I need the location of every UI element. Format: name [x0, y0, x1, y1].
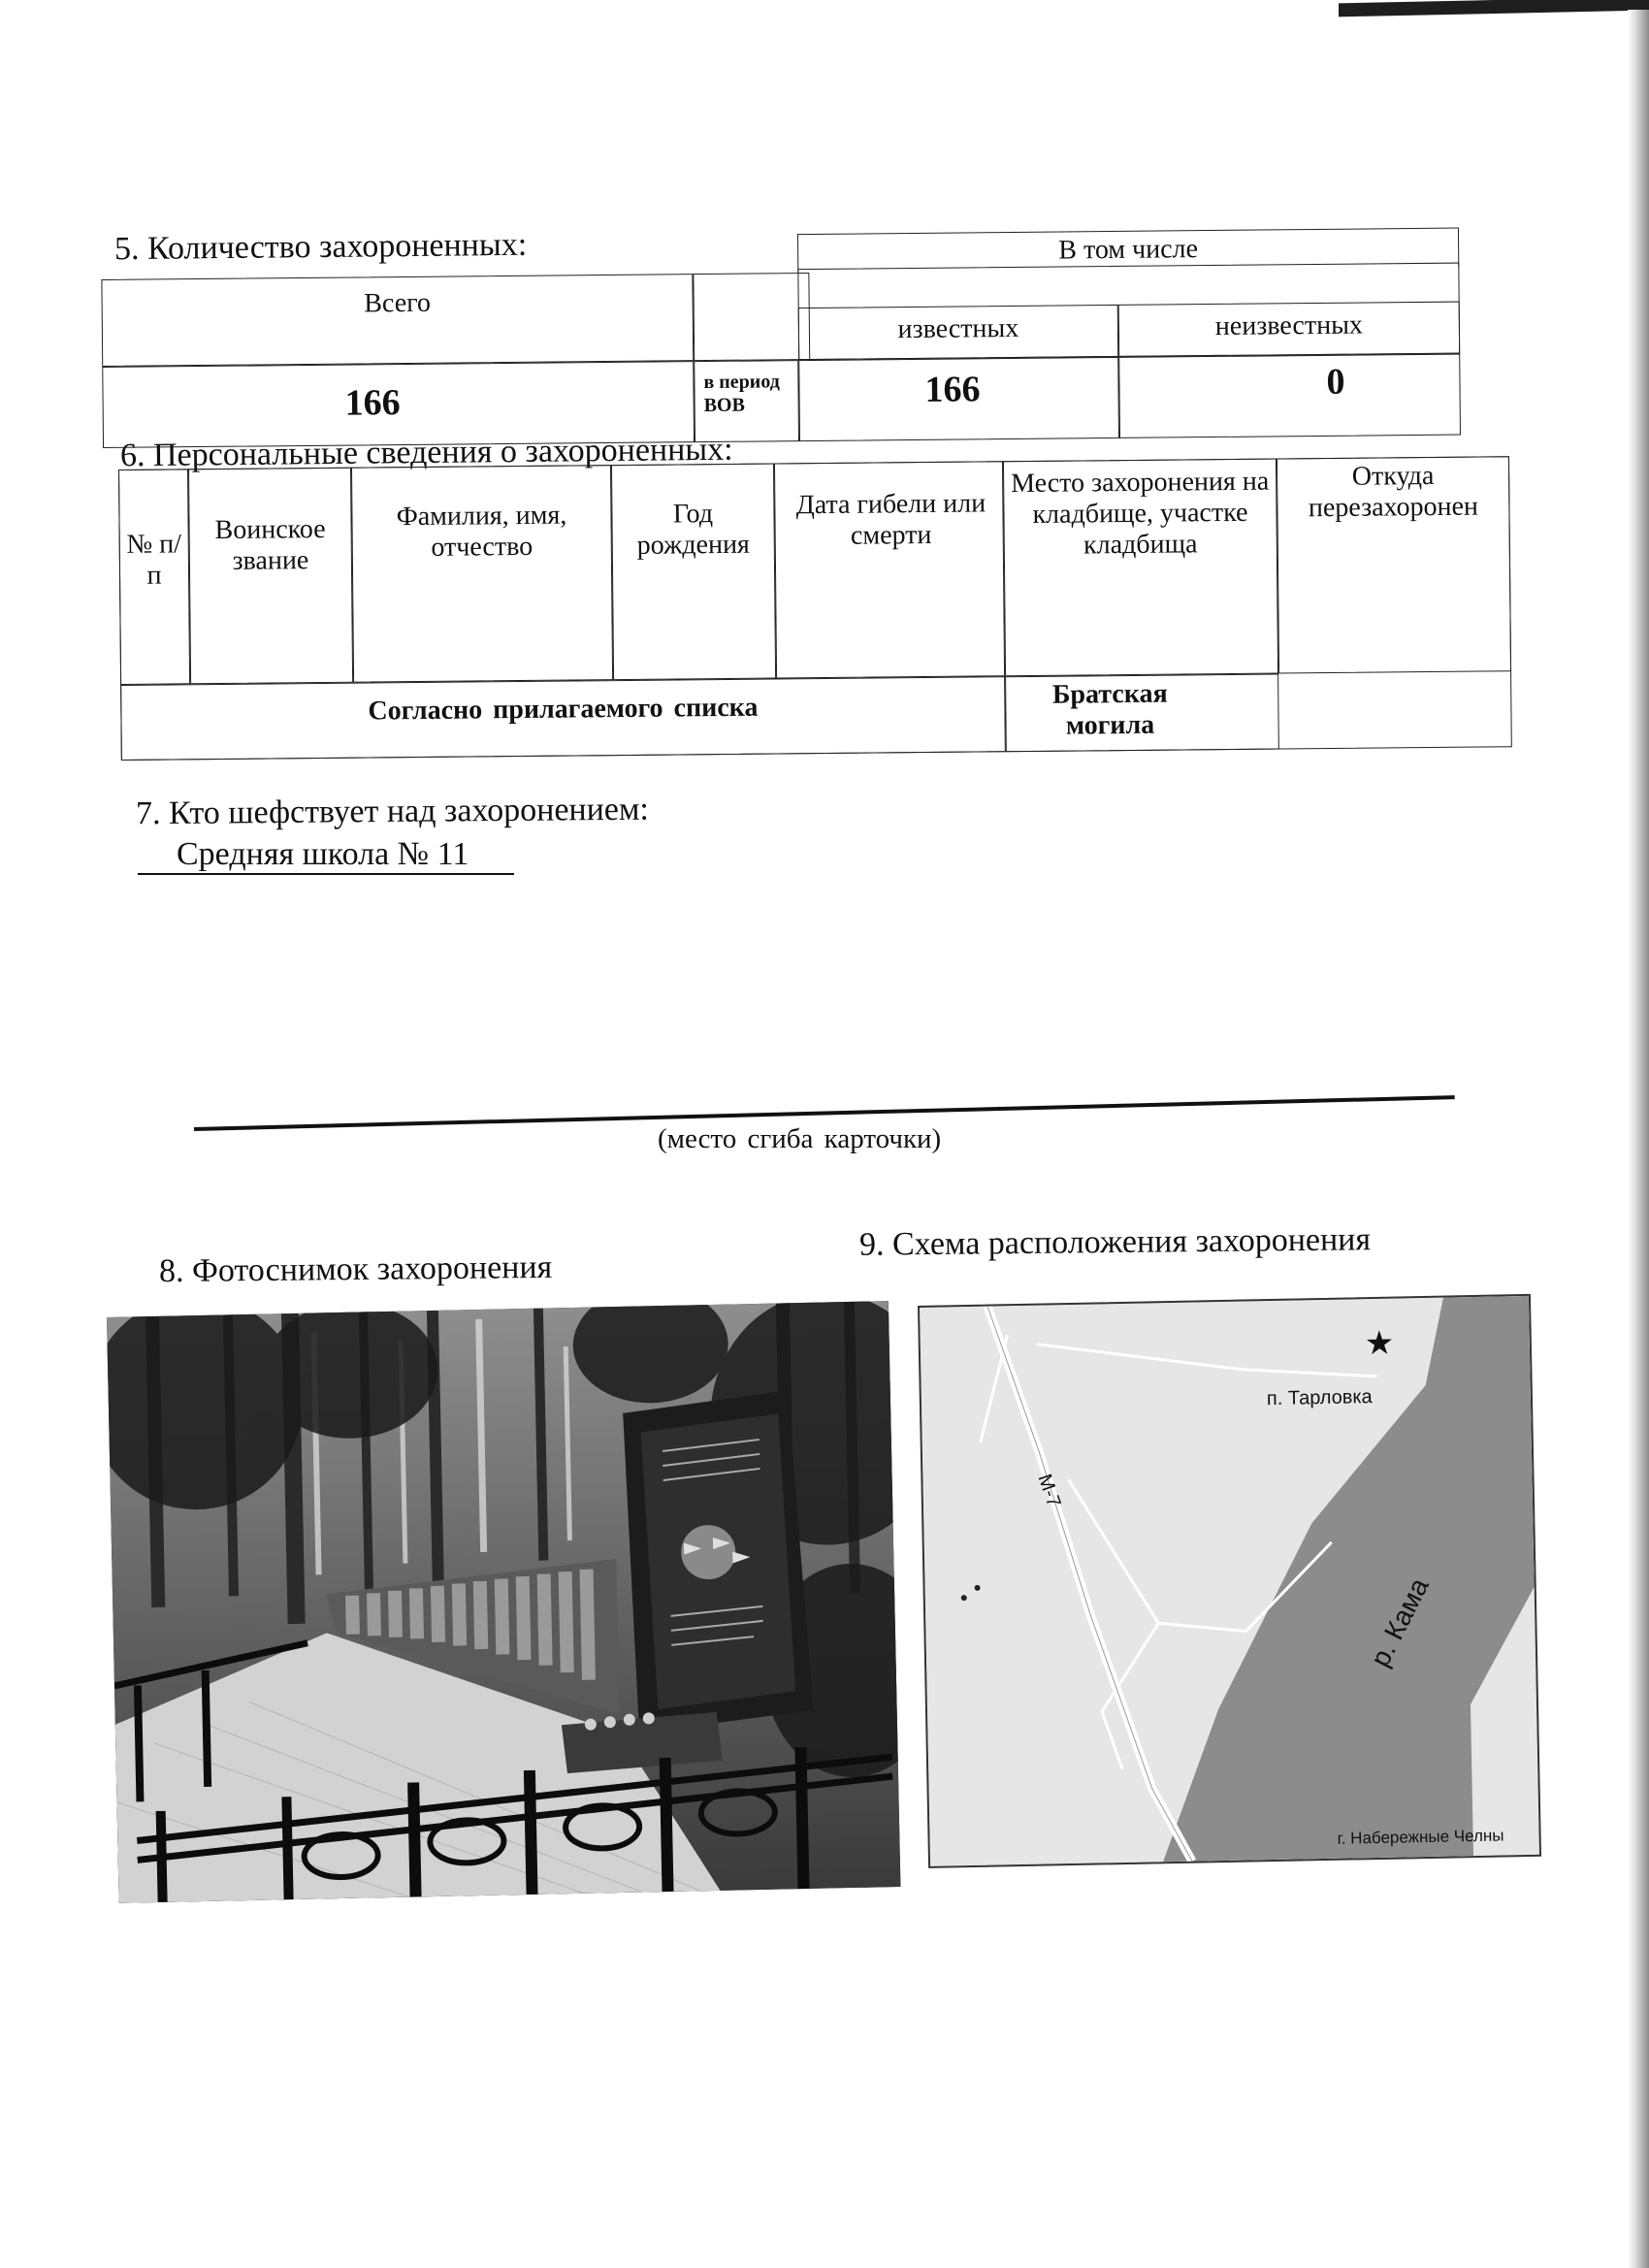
scan-edge-right	[1628, 10, 1649, 2268]
header-name: Фамилия, имя, отчество	[396, 500, 567, 564]
map-marker-star-icon: ★	[1364, 1324, 1395, 1363]
location-map	[918, 1294, 1541, 1868]
map-graphic	[920, 1296, 1539, 1866]
col-birth	[611, 464, 776, 681]
total-header: Всего	[364, 287, 432, 319]
period-header-cell	[693, 273, 810, 361]
village-label: п. Тарловка	[1266, 1386, 1373, 1410]
city-label: г. Набережные Челны	[1337, 1826, 1504, 1848]
including-header: В том числе	[1058, 234, 1199, 266]
personal-info-table	[118, 456, 1512, 761]
known-value: 166	[924, 369, 981, 410]
unknown-value-cell	[1118, 354, 1461, 438]
road-label: М-7	[1033, 1471, 1065, 1510]
section5-title: 5. Количество захороненных:	[113, 226, 528, 268]
section9-title: 9. Схема расположения захоронения	[858, 1221, 1372, 1263]
col-name	[351, 465, 613, 683]
header-death: Дата гибели или смерти	[795, 488, 986, 551]
unknown-header: неизвестных	[1214, 309, 1364, 341]
header-place: Место захоронения на кладбище, участке кладбища	[1011, 466, 1270, 561]
burials-count-table	[101, 228, 1461, 454]
total-value: 166	[344, 382, 401, 424]
burial-photo	[107, 1301, 900, 1903]
memorial-photo-image	[107, 1301, 900, 1903]
header-birth: Год рождения	[636, 499, 751, 562]
known-header: известных	[897, 312, 1019, 345]
patron-underline	[138, 873, 514, 875]
header-rank: Воинское звание	[214, 513, 326, 577]
section8-title: 8. Фотоснимок захоронения	[158, 1248, 553, 1290]
row-place: Братская могила	[1051, 678, 1168, 741]
scan-edge-top	[1339, 0, 1649, 16]
header-num: № п/п	[126, 529, 182, 591]
period-label: в период ВОВ	[703, 371, 780, 417]
patron-name: Средняя школа № 11	[177, 836, 469, 872]
river-label: р. Кама	[1364, 1572, 1435, 1671]
section7-title: 7. Кто шефствует над захоронением:	[135, 791, 650, 832]
unknown-value: 0	[1326, 361, 1345, 403]
row-note: Согласно прилагаемого списка	[368, 692, 759, 727]
fold-label: (место сгиба карточки)	[658, 1123, 942, 1154]
section6-title: 6. Персональные сведения о захороненных:	[119, 431, 733, 474]
header-origin: Откуда перезахоронен	[1308, 460, 1479, 524]
